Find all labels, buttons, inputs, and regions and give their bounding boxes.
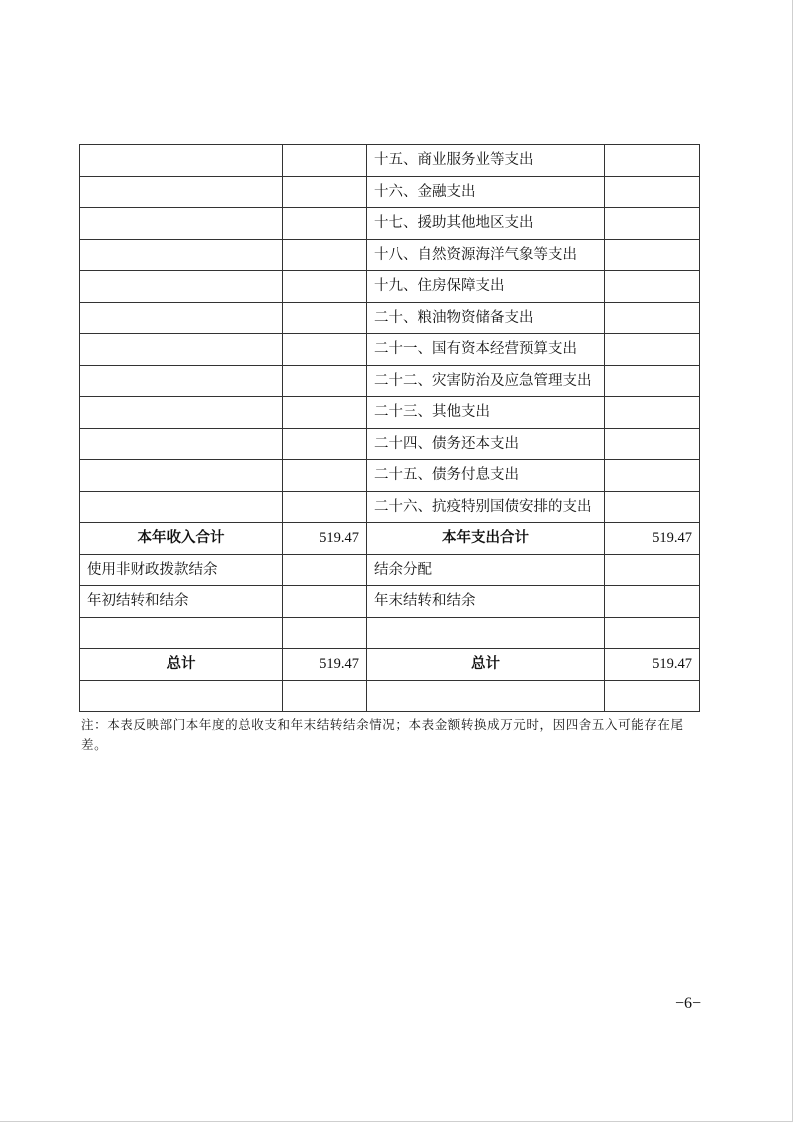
expense-item-cell: 十九、住房保障支出 [367, 271, 605, 303]
expense-item-cell: 二十五、债务付息支出 [367, 460, 605, 492]
grand-total-value-left: 519.47 [283, 649, 367, 681]
table-row [80, 365, 700, 397]
expense-amount-cell [605, 239, 700, 271]
expense-amount-cell [605, 617, 700, 649]
income-amount-cell [283, 239, 367, 271]
income-total-value: 519.47 [283, 523, 367, 555]
expense-amount-cell [605, 491, 700, 523]
table-row [80, 397, 700, 429]
expense-amount-cell [605, 208, 700, 240]
expense-item-cell: 十七、援助其他地区支出 [367, 208, 605, 240]
table-row [80, 460, 700, 492]
table-row [80, 680, 700, 712]
expense-amount-cell [605, 554, 700, 586]
expense-item-cell: 十六、金融支出 [367, 176, 605, 208]
table-row [80, 491, 700, 523]
income-item-cell [80, 397, 283, 429]
expense-amount-cell [605, 302, 700, 334]
income-item-cell [80, 302, 283, 334]
table-row [80, 302, 700, 334]
income-item-cell [80, 365, 283, 397]
expense-item-cell: 二十三、其他支出 [367, 397, 605, 429]
income-amount-cell [283, 208, 367, 240]
income-amount-cell [283, 145, 367, 177]
income-item-cell [80, 176, 283, 208]
expense-item-cell: 十八、自然资源海洋气象等支出 [367, 239, 605, 271]
income-amount-cell [283, 586, 367, 618]
expense-amount-cell [605, 680, 700, 712]
table-row [80, 334, 700, 366]
table-footnote: 注：本表反映部门本年度的总收支和年末结转结余情况；本表金额转换成万元时，因四舍五入可能存在尾差。 [81, 717, 684, 752]
income-amount-cell [283, 365, 367, 397]
expense-item-cell: 二十六、抗疫特别国债安排的支出 [367, 491, 605, 523]
expense-amount-cell [605, 145, 700, 177]
expense-total-label: 本年支出合计 [367, 523, 605, 555]
table-row [80, 145, 700, 177]
expense-item-cell: 十五、商业服务业等支出 [367, 145, 605, 177]
income-item-cell [80, 239, 283, 271]
income-total-label: 本年收入合计 [80, 523, 283, 555]
income-item-cell [80, 460, 283, 492]
income-amount-cell [283, 680, 367, 712]
income-item-cell [80, 334, 283, 366]
expense-item-cell: 二十四、债务还本支出 [367, 428, 605, 460]
budget-summary-table [79, 144, 700, 712]
income-amount-cell [283, 176, 367, 208]
income-item-cell [80, 428, 283, 460]
table-row [80, 239, 700, 271]
income-amount-cell [283, 397, 367, 429]
expense-item-cell [367, 617, 605, 649]
income-amount-cell [283, 428, 367, 460]
end-carryover-label: 年末结转和结余 [367, 586, 605, 618]
income-amount-cell [283, 491, 367, 523]
expense-item-cell: 二十一、国有资本经营预算支出 [367, 334, 605, 366]
income-amount-cell [283, 334, 367, 366]
expense-amount-cell [605, 271, 700, 303]
table-row [80, 554, 700, 586]
income-item-cell [80, 491, 283, 523]
expense-item-cell: 二十二、灾害防治及应急管理支出 [367, 365, 605, 397]
grand-total-label-left: 总计 [80, 649, 283, 681]
income-item-cell [80, 145, 283, 177]
grand-total-label-right: 总计 [367, 649, 605, 681]
expense-amount-cell [605, 428, 700, 460]
income-item-cell [80, 271, 283, 303]
table-row [80, 617, 700, 649]
table-row [80, 176, 700, 208]
grand-total-row [80, 649, 700, 681]
expense-amount-cell [605, 176, 700, 208]
table-row [80, 208, 700, 240]
income-item-cell [80, 208, 283, 240]
income-amount-cell [283, 271, 367, 303]
expense-amount-cell [605, 460, 700, 492]
expense-item-cell: 二十、粮油物资储备支出 [367, 302, 605, 334]
grand-total-value-right: 519.47 [605, 649, 700, 681]
income-amount-cell [283, 617, 367, 649]
nonfiscal-balance-label: 使用非财政拨款结余 [80, 554, 283, 586]
table-row [80, 428, 700, 460]
start-carryover-label: 年初结转和结余 [80, 586, 283, 618]
table-row [80, 271, 700, 303]
totals-row [80, 523, 700, 555]
income-amount-cell [283, 302, 367, 334]
income-amount-cell [283, 460, 367, 492]
table-row [80, 586, 700, 618]
expense-item-cell [367, 680, 605, 712]
expense-amount-cell [605, 334, 700, 366]
balance-distribution-label: 结余分配 [367, 554, 605, 586]
expense-amount-cell [605, 397, 700, 429]
income-item-cell [80, 617, 283, 649]
expense-total-value: 519.47 [605, 523, 700, 555]
income-amount-cell [283, 554, 367, 586]
expense-amount-cell [605, 586, 700, 618]
page-number: −6− [675, 995, 702, 1012]
income-item-cell [80, 680, 283, 712]
expense-amount-cell [605, 365, 700, 397]
